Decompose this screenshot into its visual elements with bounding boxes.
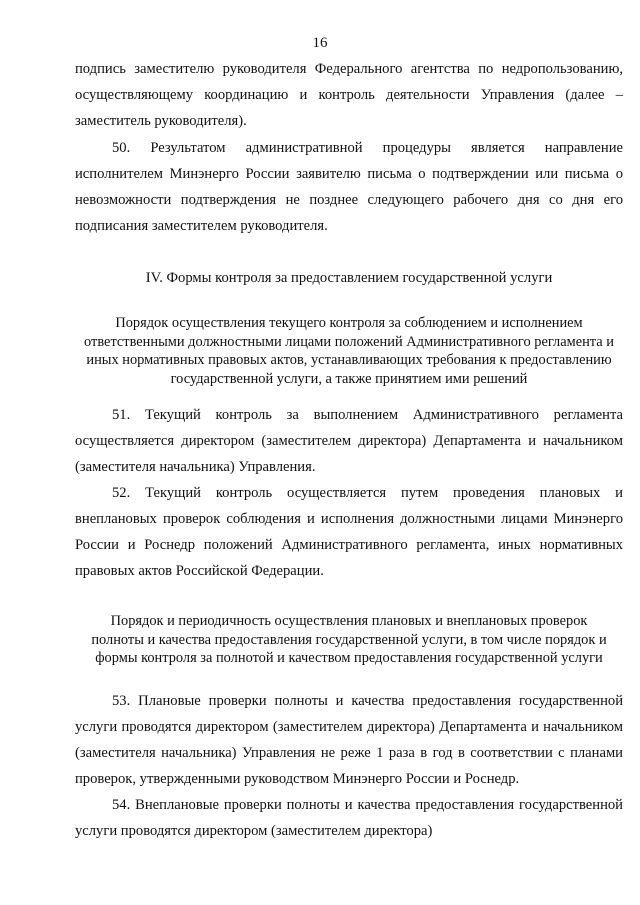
paragraph-continuation: подпись заместителю руководителя Федерального агентства по недропользованию, осуществляющему координацию и контроль деятельности Управления (далее – заместитель руководителя).	[75, 61, 623, 129]
paragraph-52: 52. Текущий контроль осуществляется путем проведения плановых и внеплановых проверок соблюдения и исполнения должностными лицами Минэнерго России и Роснедр положений Административного регламента, иных нормативных правовых актов Российской Федерации.	[75, 485, 623, 579]
paragraph-50: 50. Результатом административной процедуры является направление исполнителем Минэнерго России заявителю письма о подтверждении или письма о невозможности подтверждения не позднее следующего рабочего дня со дня его подписания заместителем руководителя.	[75, 140, 623, 234]
page-number: 16	[312, 35, 328, 51]
document-body	[75, 56, 623, 844]
paragraph-51: 51. Текущий контроль за выполнением Административного регламента осуществляется директором (заместителем директора) Департамента и начальником (заместителя начальника) Управления.	[75, 407, 623, 475]
subheading-inspections: Порядок и периодичность осуществления плановых и внеплановых проверок полноты и качества предоставления государственной услуги, в том числе порядок и формы контроля за полнотой и качеством предоставления государственной услуги	[91, 613, 607, 666]
section-iv-heading: IV. Формы контроля за предоставлением государственной услуги	[145, 270, 553, 286]
paragraph-54: 54. Внеплановые проверки полноты и качества предоставления государственной услуги проводятся директором (заместителем директора)	[75, 796, 623, 839]
paragraph-53: 53. Плановые проверки полноты и качества предоставления государственной услуги проводятся директором (заместителем директора) Департамента и начальником (заместителя начальника) Управления не реже 1 раза в год в соответствии с планами проверок, утвержденными руководством Минэнерго России и Роснедр.	[75, 692, 623, 787]
subheading-current-control: Порядок осуществления текущего контроля за соблюдением и исполнением ответственными должностными лицами положений Административного регламента и иных нормативных правовых актов, устанавливающих требования к предоставлению государственной услуги, а также принятием ими решений	[84, 315, 614, 387]
